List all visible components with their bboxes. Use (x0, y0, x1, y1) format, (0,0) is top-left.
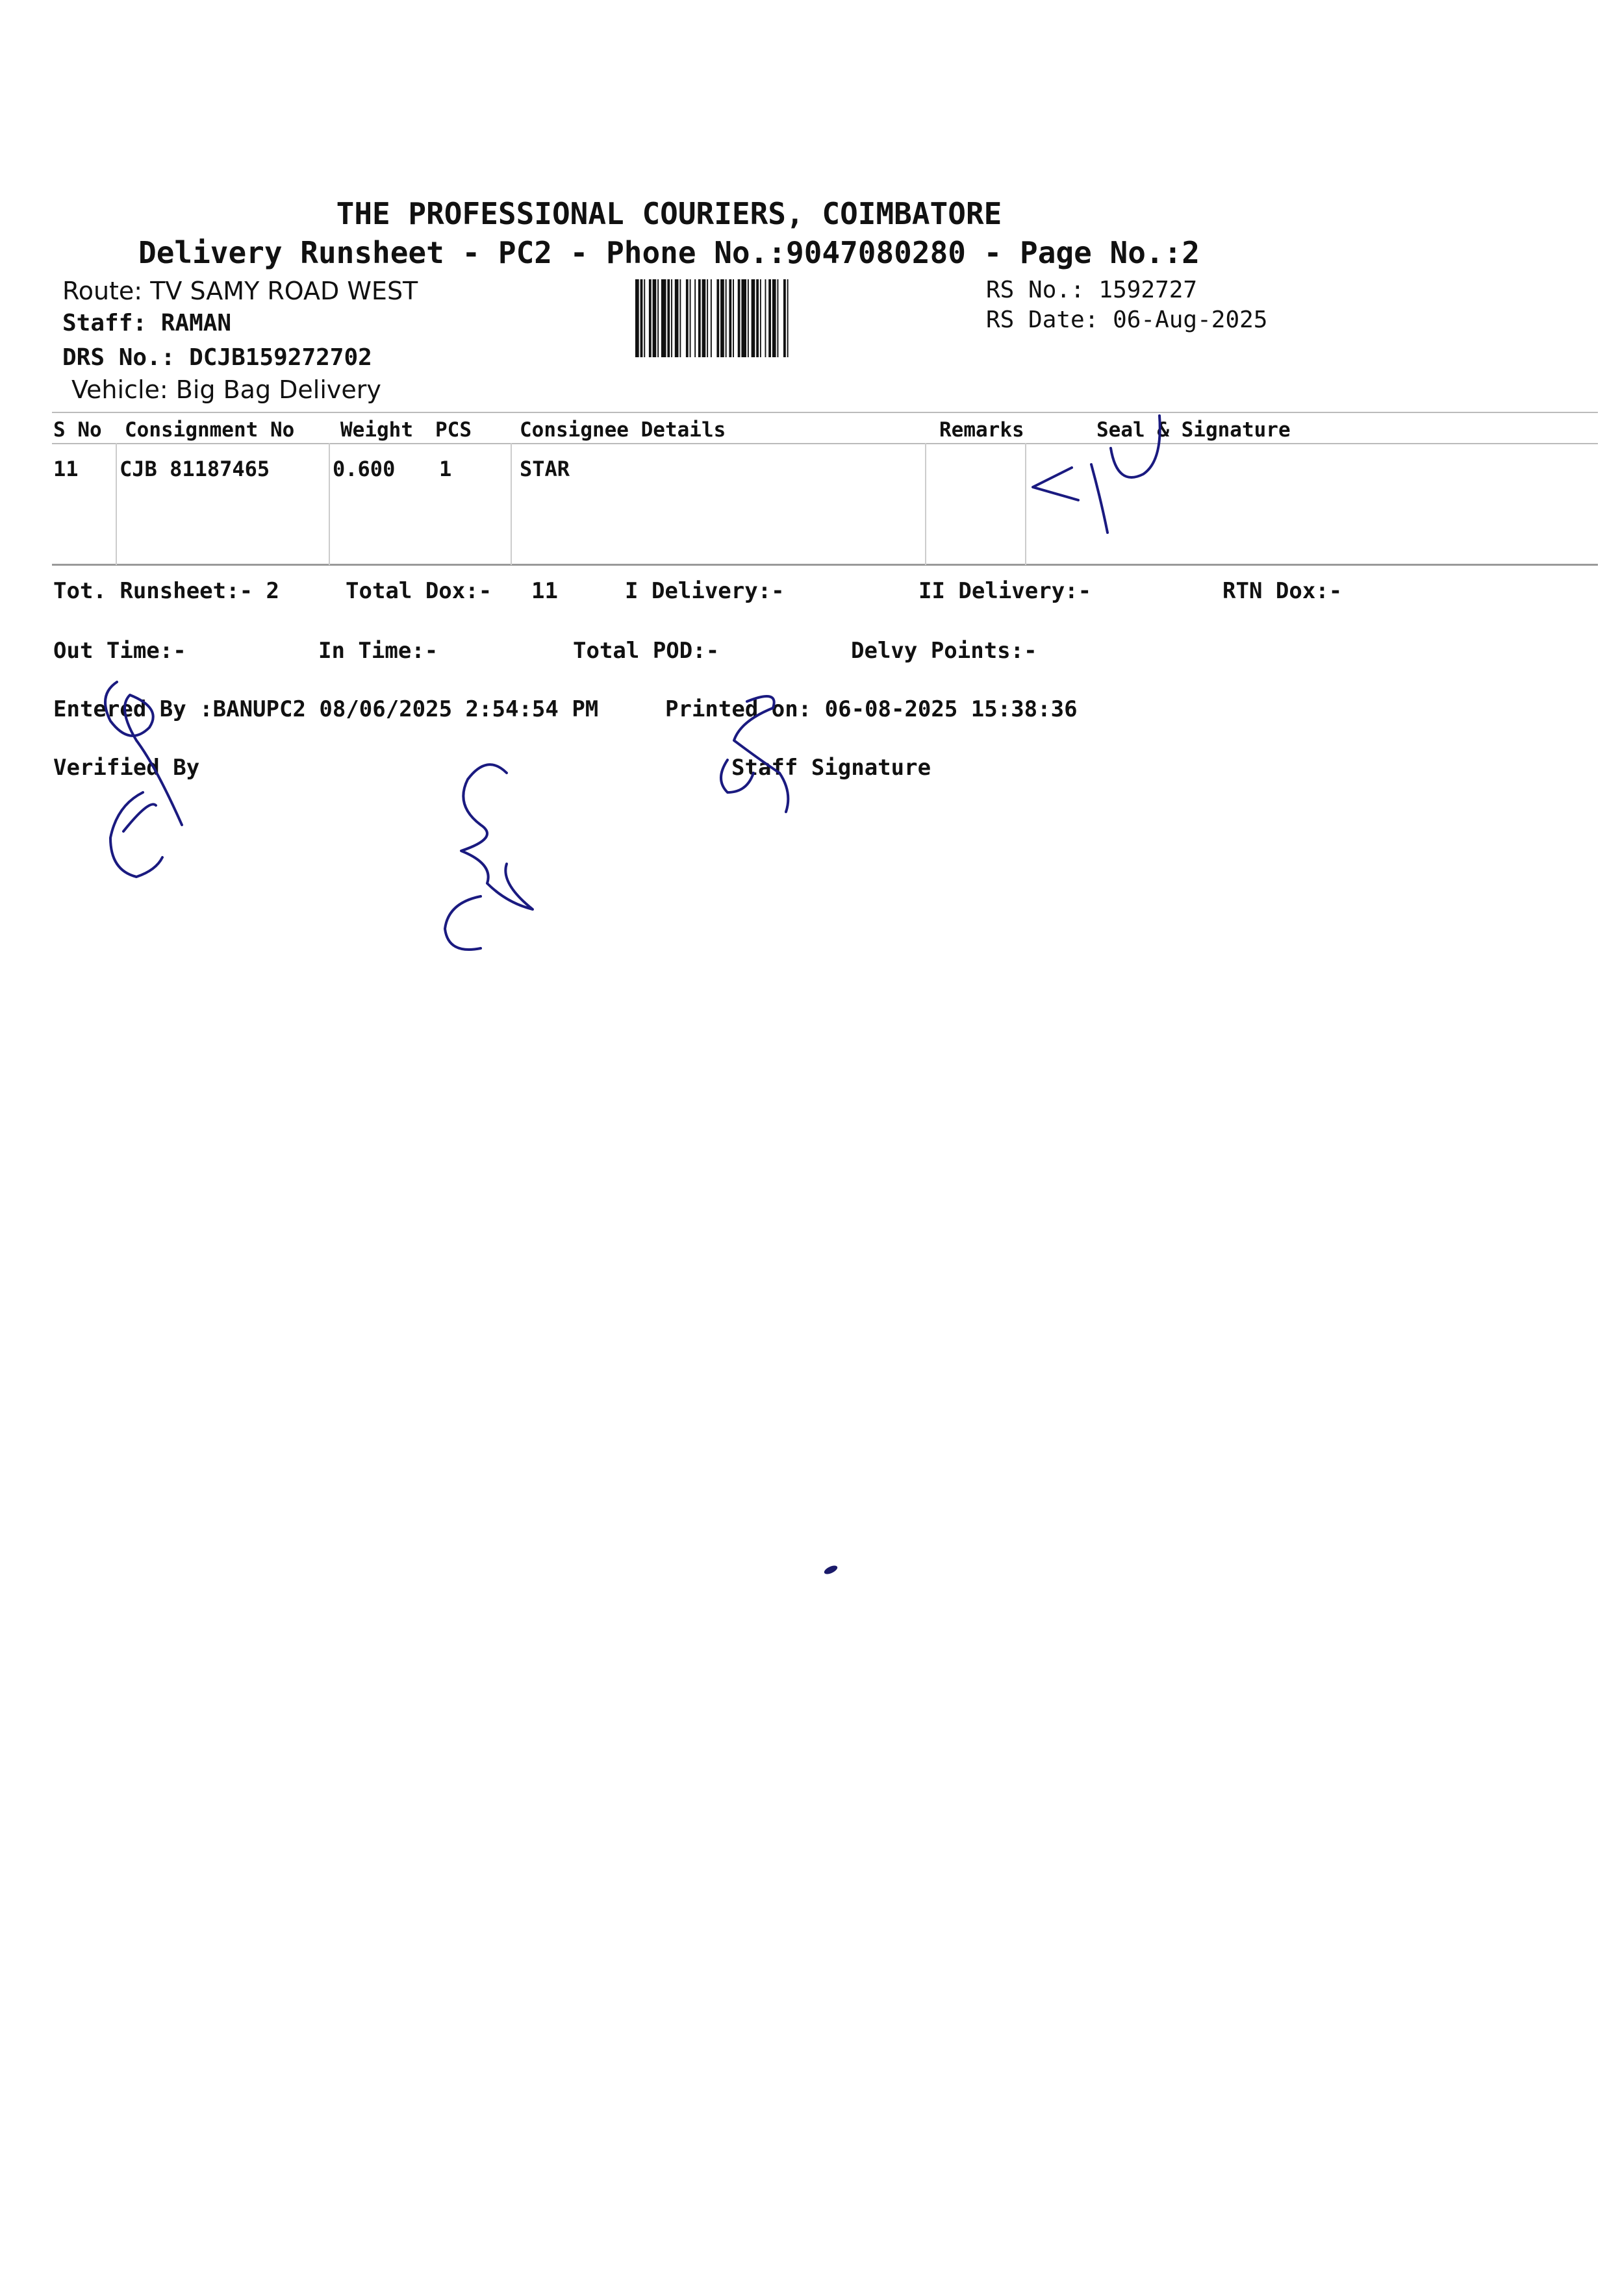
row-pcs: 1 (439, 457, 452, 481)
rtn-dox: RTN Dox:- (1222, 578, 1343, 604)
drs-number: DRS No.: DCJB159272702 (62, 344, 372, 371)
company-title: THE PROFESSIONAL COURIERS, COIMBATORE (336, 196, 1002, 231)
staff-signature-label: Staff Signature (731, 755, 931, 781)
rs-number: RS No.: 1592727 (986, 277, 1198, 303)
signature-scribble-verified (91, 669, 221, 890)
out-time: Out Time:- (53, 638, 186, 664)
barcode (635, 279, 959, 357)
col-pcs: PCS (435, 418, 472, 442)
in-time: In Time:- (318, 638, 438, 664)
row-sno: 11 (53, 457, 79, 481)
signature-scribble-staff (702, 682, 818, 818)
delvy-points: Delvy Points:- (851, 638, 1037, 664)
row-consignment-no: CJB 81187465 (120, 457, 270, 481)
signature-scribble-middle (429, 753, 559, 961)
tot-runsheet: Tot. Runsheet:- 2 (53, 578, 279, 604)
col-sno: S No (53, 418, 102, 442)
table-bottom-rule (52, 564, 1598, 566)
total-dox-label: Total Dox:- (346, 578, 492, 604)
rs-date: RS Date: 06-Aug-2025 (986, 307, 1268, 333)
verified-by: Verified By (53, 755, 200, 781)
ink-speck (823, 1564, 839, 1576)
row-weight: 0.600 (333, 457, 396, 481)
signature-scribble-seal (1020, 403, 1189, 546)
table-top-rule (52, 412, 1598, 413)
col-weight: Weight (340, 418, 413, 442)
total-pod: Total POD:- (573, 638, 720, 664)
col-consignment-no: Consignment No (125, 418, 295, 442)
runsheet-subtitle: Delivery Runsheet - PC2 - Phone No.:9047080280 - Page No.:2 (138, 235, 1200, 270)
col-seal-signature: Seal & Signature (1096, 418, 1291, 442)
entered-by: Entered By :BANUPC2 08/06/2025 2:54:54 PM (53, 696, 599, 722)
table-header-rule (52, 443, 1598, 444)
route-label: Route: TV SAMY ROAD WEST (62, 277, 418, 305)
col-consignee-details: Consignee Details (520, 418, 726, 442)
staff-label: Staff: RAMAN (62, 310, 232, 336)
vehicle-label: Vehicle: Big Bag Delivery (71, 375, 381, 404)
total-dox-value: 11 (531, 578, 558, 604)
ii-delivery: II Delivery:- (918, 578, 1092, 604)
row-consignee: STAR (520, 457, 570, 481)
i-delivery: I Delivery:- (625, 578, 785, 604)
col-remarks: Remarks (939, 418, 1024, 442)
printed-on: Printed on: 06-08-2025 15:38:36 (665, 696, 1078, 722)
